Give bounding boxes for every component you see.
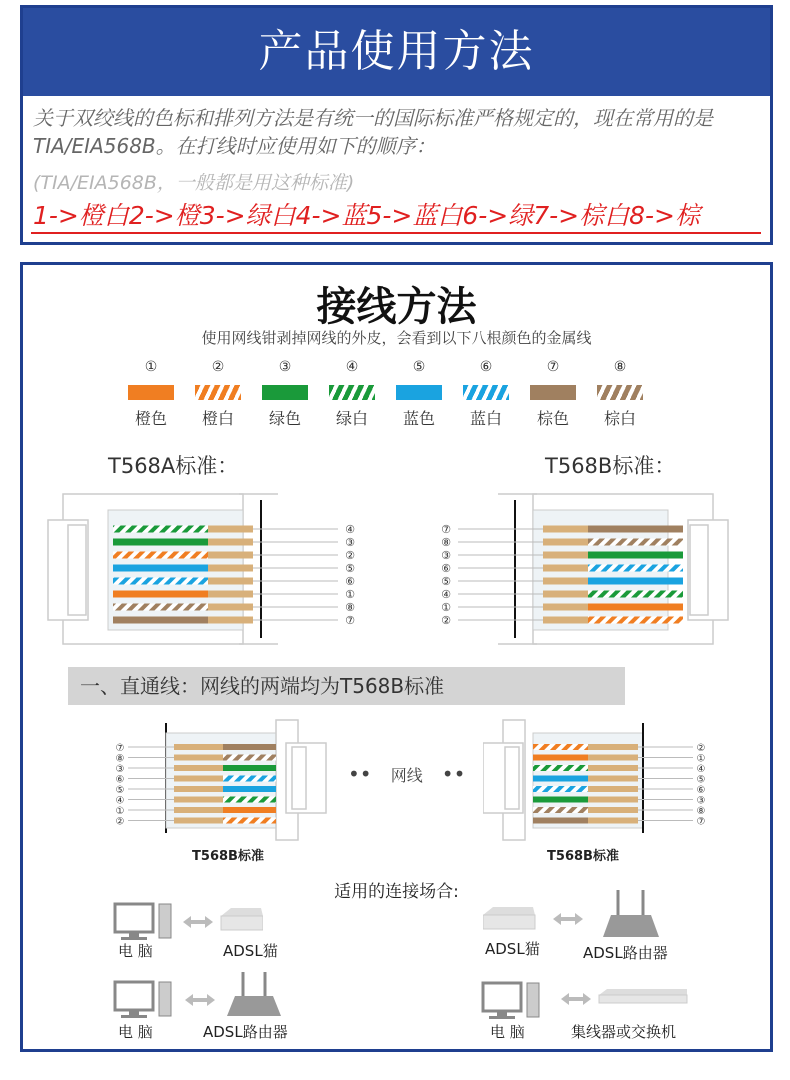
wire bbox=[588, 604, 683, 611]
color-item-5 bbox=[389, 359, 449, 429]
pin-number: ④ bbox=[345, 523, 355, 536]
wiring-order: 1->橙白2->橙3->绿白4->蓝5->蓝白6->绿7->棕白8->棕 bbox=[33, 201, 700, 230]
page-title: 产品使用方法 bbox=[23, 8, 770, 96]
double-arrow-icon bbox=[185, 994, 215, 1006]
pin-contact bbox=[588, 797, 638, 803]
pin-contact bbox=[588, 755, 638, 761]
device-label: 集线器或交换机 bbox=[571, 1023, 677, 1041]
wire bbox=[113, 604, 208, 611]
dots-icon: •• bbox=[441, 762, 466, 786]
pin-number: ⑤ bbox=[441, 575, 451, 588]
pin-number: ⑥ bbox=[115, 774, 125, 786]
straight-cable-heading: 一、直通线：网线的两端均为T568B标准 bbox=[68, 667, 625, 705]
color-label: 绿色 bbox=[268, 409, 301, 428]
pin-number: ② bbox=[345, 549, 355, 562]
pin-contact bbox=[543, 526, 588, 533]
cable-connector bbox=[348, 762, 465, 786]
pin-contact bbox=[543, 617, 588, 624]
wire bbox=[113, 539, 208, 546]
router-icon bbox=[227, 972, 281, 1016]
pin-number: ③ bbox=[345, 536, 355, 549]
color-number: ④ bbox=[345, 359, 359, 375]
color-item-3 bbox=[255, 359, 315, 429]
pin-number: ⑦ bbox=[115, 743, 125, 754]
modem-icon bbox=[221, 908, 263, 930]
pin-contact bbox=[174, 755, 223, 761]
orange-white-swatch bbox=[195, 385, 241, 400]
pin-contact bbox=[588, 818, 638, 824]
device-label: ADSL路由器 bbox=[203, 1023, 288, 1041]
pin-contact bbox=[543, 552, 588, 559]
color-label: 棕色 bbox=[536, 409, 569, 428]
wire bbox=[223, 744, 276, 750]
color-label: 橙白 bbox=[201, 409, 234, 428]
pin-contact bbox=[543, 591, 588, 598]
t568a-label: T568A标准： bbox=[108, 454, 239, 478]
modem-router-connection bbox=[483, 885, 683, 945]
pin-contact bbox=[174, 797, 223, 803]
intro-text: 关于双绞线的色标和排列方法是有统一的国际标准严格规定的，现在常用的是TIA/EIA568B。在打线时应使用如下的顺序： bbox=[33, 106, 713, 158]
pin-number: ③ bbox=[441, 549, 451, 562]
order-underline bbox=[31, 232, 761, 234]
wire bbox=[223, 786, 276, 792]
pin-number: ④ bbox=[115, 795, 125, 807]
green-white-swatch bbox=[329, 385, 375, 400]
wire bbox=[533, 786, 588, 792]
pin-contact bbox=[208, 604, 253, 611]
wire bbox=[113, 565, 208, 572]
color-number: ⑧ bbox=[613, 359, 627, 375]
color-item-1 bbox=[121, 359, 181, 429]
router-icon bbox=[603, 890, 659, 937]
wire bbox=[113, 591, 208, 598]
pin-contact bbox=[543, 604, 588, 611]
pin-contact bbox=[174, 776, 223, 782]
wire bbox=[533, 755, 588, 761]
wire bbox=[588, 565, 683, 572]
pin-contact bbox=[588, 807, 638, 813]
device-label: 电 脑 bbox=[118, 1023, 153, 1041]
pin-number: ⑥ bbox=[345, 575, 355, 588]
wire bbox=[588, 526, 683, 533]
dots-icon: •• bbox=[348, 762, 372, 786]
double-arrow-icon bbox=[561, 993, 591, 1005]
wire bbox=[533, 807, 588, 813]
wire bbox=[113, 617, 208, 624]
color-number: ⑦ bbox=[546, 359, 560, 375]
left-plug-diagram bbox=[108, 715, 338, 845]
wire bbox=[223, 818, 276, 824]
pin-number: ③ bbox=[115, 764, 125, 775]
pin-number: ⑦ bbox=[696, 816, 706, 828]
green-swatch bbox=[262, 385, 308, 400]
pin-contact bbox=[588, 765, 638, 771]
cable-label: 网线 bbox=[390, 766, 423, 785]
pin-number: ② bbox=[441, 614, 451, 627]
device-label: ADSL路由器 bbox=[583, 944, 668, 962]
wire bbox=[113, 526, 208, 533]
wire bbox=[223, 765, 276, 771]
t568a-connector-diagram bbox=[43, 490, 363, 650]
pin-contact bbox=[208, 591, 253, 598]
pin-contact bbox=[208, 526, 253, 533]
pin-number: ⑧ bbox=[345, 601, 355, 614]
pin-contact bbox=[174, 818, 223, 824]
brown-white-swatch bbox=[597, 385, 643, 400]
pin-contact bbox=[174, 744, 223, 750]
computer-icon bbox=[483, 983, 539, 1019]
pin-number: ⑤ bbox=[115, 785, 125, 796]
pin-contact bbox=[174, 765, 223, 771]
color-number: ③ bbox=[278, 359, 292, 375]
pin-number: ⑦ bbox=[441, 523, 451, 536]
color-number: ⑤ bbox=[412, 359, 426, 375]
pin-contact bbox=[543, 565, 588, 572]
right-plug-diagram bbox=[483, 715, 713, 845]
pin-contact bbox=[588, 776, 638, 782]
wire bbox=[533, 797, 588, 803]
t568b-label: T568B标准： bbox=[545, 454, 676, 478]
wire bbox=[588, 617, 683, 624]
computer-icon bbox=[115, 904, 171, 940]
double-arrow-icon bbox=[183, 916, 213, 928]
color-legend bbox=[121, 359, 681, 429]
device-label: 电 脑 bbox=[118, 942, 153, 960]
pin-contact bbox=[208, 617, 253, 624]
pc-switch-connection bbox=[481, 977, 701, 1027]
color-number: ① bbox=[144, 359, 158, 375]
pin-contact bbox=[543, 539, 588, 546]
color-label: 蓝色 bbox=[402, 409, 435, 428]
pin-number: ② bbox=[696, 743, 706, 754]
wire bbox=[588, 539, 683, 546]
modem-icon bbox=[483, 907, 535, 929]
right-plug-label: T568B标准 bbox=[547, 849, 619, 864]
wire bbox=[588, 578, 683, 585]
wire bbox=[588, 552, 683, 559]
wire bbox=[223, 755, 276, 761]
pin-number: ④ bbox=[441, 588, 451, 601]
pin-number: ③ bbox=[696, 795, 706, 807]
color-label: 绿白 bbox=[335, 409, 368, 428]
color-item-2 bbox=[188, 359, 248, 429]
pin-number: ④ bbox=[696, 764, 706, 775]
wiring-panel bbox=[20, 262, 773, 1052]
t568b-connector-diagram bbox=[433, 490, 753, 650]
wire bbox=[223, 807, 276, 813]
t568b-pin-numbers bbox=[441, 523, 451, 627]
pin-contact bbox=[174, 786, 223, 792]
section-subtitle: 使用网线钳剥掉网线的外皮，会看到以下八根颜色的金属线 bbox=[201, 329, 592, 347]
blue-white-swatch bbox=[463, 385, 509, 400]
double-arrow-icon bbox=[553, 913, 583, 925]
pin-contact bbox=[174, 807, 223, 813]
pin-contact bbox=[208, 539, 253, 546]
pin-number: ⑥ bbox=[441, 562, 451, 575]
pin-number: ① bbox=[345, 588, 355, 601]
pin-number: ⑧ bbox=[115, 753, 125, 765]
pin-number: ⑧ bbox=[696, 806, 706, 817]
color-label: 棕白 bbox=[603, 409, 636, 428]
intro-note: (TIA/EIA568B，一般都是用这种标准) bbox=[33, 172, 355, 194]
right-plug-pin-numbers bbox=[697, 743, 706, 828]
pin-number: ⑤ bbox=[696, 774, 706, 786]
t568a-pin-numbers bbox=[345, 523, 355, 627]
wire bbox=[533, 744, 588, 750]
pin-number: ① bbox=[115, 806, 125, 817]
wire bbox=[113, 552, 208, 559]
pin-number: ⑦ bbox=[345, 614, 355, 627]
pin-contact bbox=[588, 786, 638, 792]
pin-number: ⑧ bbox=[441, 536, 451, 549]
pin-number: ① bbox=[696, 753, 706, 765]
color-number: ⑥ bbox=[479, 359, 493, 375]
color-number: ② bbox=[211, 359, 225, 375]
blue-swatch bbox=[396, 385, 442, 400]
wire bbox=[223, 776, 276, 782]
color-item-8 bbox=[590, 359, 650, 429]
left-plug-label: T568B标准 bbox=[192, 849, 264, 864]
color-item-6 bbox=[456, 359, 516, 429]
pin-number: ② bbox=[115, 816, 125, 828]
pin-number: ① bbox=[441, 601, 451, 614]
intro-panel bbox=[20, 5, 773, 245]
pin-number: ⑤ bbox=[345, 562, 355, 575]
wire bbox=[533, 818, 588, 824]
orange-swatch bbox=[128, 385, 174, 400]
brown-swatch bbox=[530, 385, 576, 400]
switch-icon bbox=[599, 989, 687, 1003]
pin-contact bbox=[543, 578, 588, 585]
wire bbox=[588, 591, 683, 598]
left-plug-pin-numbers bbox=[116, 743, 125, 828]
device-label: 电 脑 bbox=[490, 1023, 525, 1041]
color-item-4 bbox=[322, 359, 382, 429]
section-title: 接线方法 bbox=[316, 284, 477, 330]
usage-title: 适用的连接场合: bbox=[334, 882, 459, 902]
wire bbox=[533, 776, 588, 782]
color-item-7 bbox=[523, 359, 583, 429]
pin-contact bbox=[588, 744, 638, 750]
pin-number: ⑥ bbox=[696, 785, 706, 796]
wire bbox=[113, 578, 208, 585]
pin-contact bbox=[208, 552, 253, 559]
wire bbox=[533, 765, 588, 771]
pin-contact bbox=[208, 578, 253, 585]
color-label: 橙色 bbox=[134, 409, 167, 428]
device-label: ADSL猫 bbox=[485, 940, 540, 958]
wire bbox=[223, 797, 276, 803]
device-label: ADSL猫 bbox=[223, 942, 278, 960]
color-label: 蓝白 bbox=[469, 409, 502, 428]
pin-contact bbox=[208, 565, 253, 572]
computer-icon bbox=[115, 982, 171, 1018]
